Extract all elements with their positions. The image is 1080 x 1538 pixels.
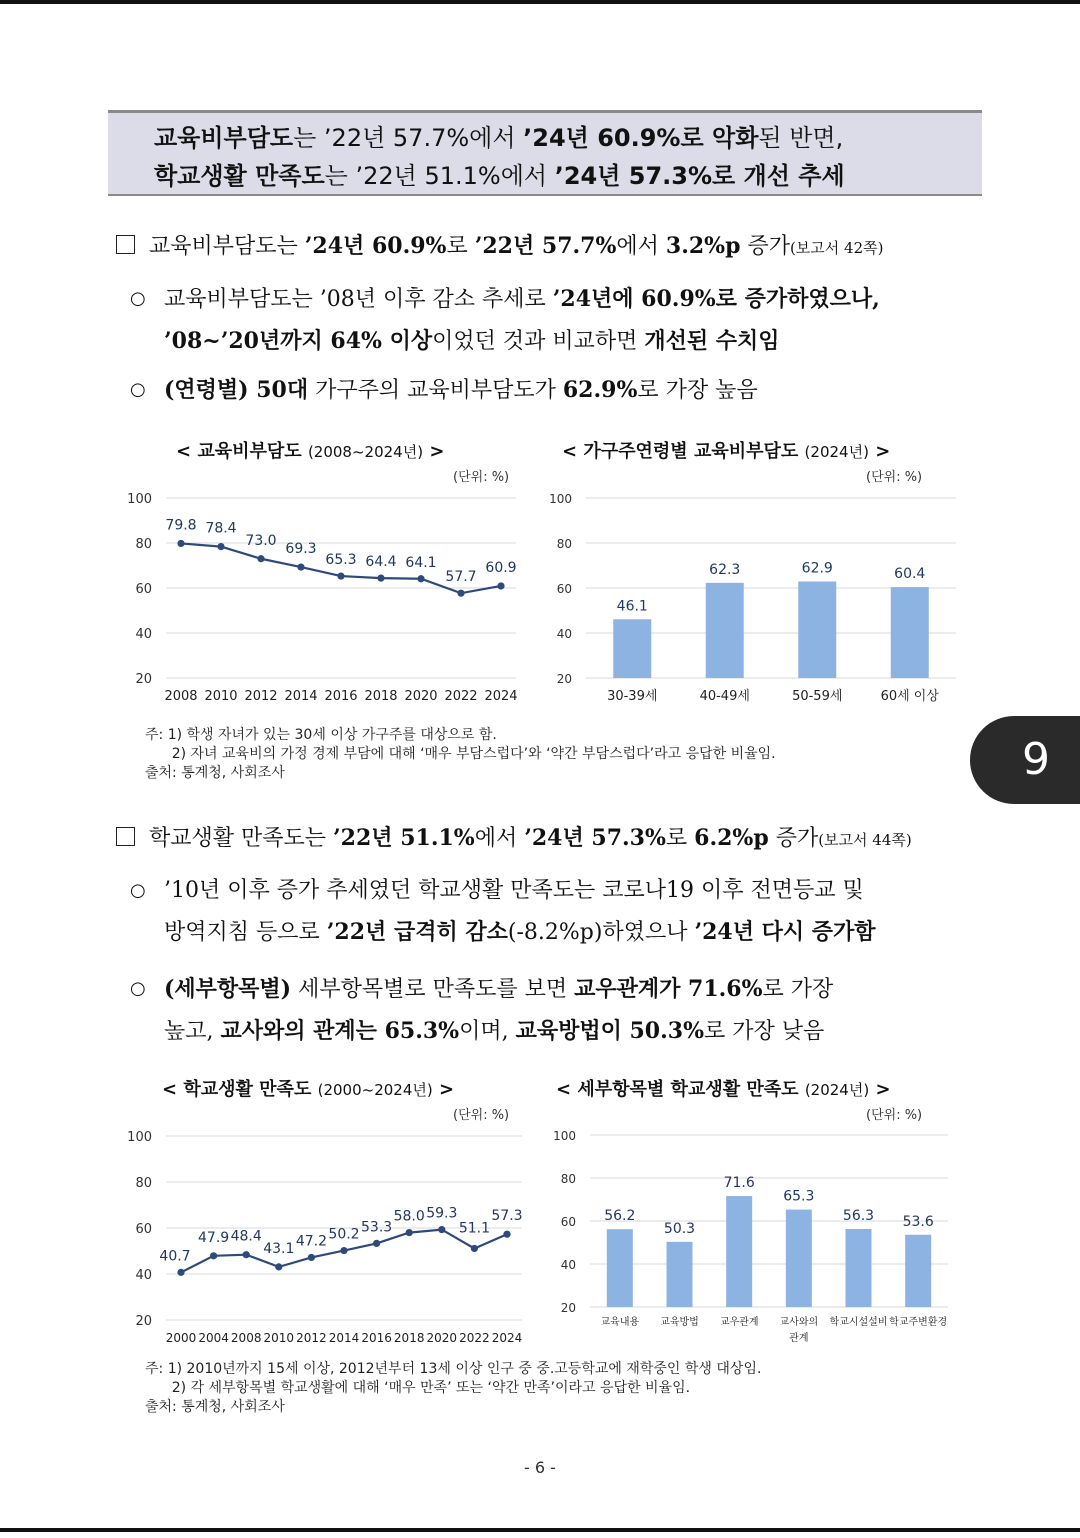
text-run: 로 가장 높음 [637, 378, 758, 403]
circle-bullet-icon: ○ [130, 379, 146, 400]
section2-bullet-1-line-2 [164, 917, 876, 948]
data-label: 73.0 [245, 532, 277, 549]
data-point [373, 1240, 380, 1247]
x-tick-label: 2014 [328, 1331, 360, 1345]
data-label: 64.4 [365, 554, 397, 571]
y-tick-label: 80 [556, 537, 572, 551]
text-run: ’24년에 60.9%로 증가하였으나, [552, 286, 880, 312]
data-label: 57.3 [491, 1208, 523, 1225]
x-tick-label: 2022 [444, 689, 478, 704]
data-point [210, 1252, 217, 1259]
data-label: 46.1 [616, 598, 648, 615]
section1-bullet-1-line-1 [164, 284, 880, 315]
x-tick-label: 2010 [204, 689, 238, 704]
chart-1-unit: (단위: %) [453, 470, 510, 485]
section1-bullet-1-line-2 [164, 326, 880, 357]
bar [613, 619, 651, 678]
notes-1 [145, 726, 776, 783]
data-point [308, 1254, 315, 1261]
data-point [438, 1226, 445, 1233]
x-tick-label: 2008 [164, 689, 198, 704]
checkbox-square-icon [116, 235, 135, 254]
data-label: 78.4 [205, 520, 237, 537]
text-run: ’24년 60.9%로 악화 [523, 124, 759, 152]
x-tick-label: 2016 [361, 1331, 392, 1345]
text-run: 는 ’22년 57.7%에서 [293, 124, 524, 152]
data-point [457, 590, 464, 597]
top-border [0, 0, 1080, 4]
chart-3-title: < 학교생활 만족도 (2000~2024년) > [162, 1079, 455, 1100]
y-tick-label: 40 [135, 627, 152, 642]
data-point [497, 582, 504, 589]
x-tick-label: 2018 [364, 689, 398, 704]
data-point [417, 575, 424, 582]
x-tick-label: 2014 [284, 689, 318, 704]
text-run: 가구주의 교육비부담도가 [308, 378, 563, 403]
data-label: 47.9 [198, 1229, 230, 1246]
text-run: (-8.2%p)하였으나 [507, 920, 695, 945]
section2-heading [116, 823, 912, 855]
text-run: 3.2%p [665, 233, 741, 259]
circle-bullet-icon: ○ [130, 288, 146, 309]
text-run: 세부항목별로 만족도를 보면 [291, 977, 575, 1002]
text-run: 로 [665, 826, 695, 851]
x-category-label: 교사와의 [779, 1317, 819, 1328]
data-label: 65.3 [783, 1188, 815, 1205]
data-point [217, 543, 224, 550]
circle-bullet-icon: ○ [130, 880, 146, 901]
summary-line-1 [154, 119, 982, 157]
bar [667, 1242, 693, 1307]
circle-bullet-icon: ○ [130, 978, 146, 999]
data-label: 60.9 [485, 559, 517, 576]
section2-bullet-2-line-1 [164, 974, 833, 1005]
x-tick-label: 2008 [230, 1331, 262, 1345]
x-tick-label: 2010 [263, 1331, 295, 1345]
text-run: 개선된 수치임 [644, 328, 780, 354]
text-run: 6.2%p [694, 825, 769, 851]
section2-bullet-1-line-1 [164, 876, 876, 906]
y-tick-label: 100 [127, 492, 152, 507]
data-point [257, 555, 264, 562]
data-point [275, 1263, 282, 1270]
text-run: 방역지침 등으로 [164, 920, 327, 945]
checkbox-square-icon [116, 827, 135, 846]
x-category-label: 50-59세 [792, 689, 843, 704]
x-category-label: 60세 이상 [880, 689, 939, 704]
text-run: 62.9% [562, 377, 638, 403]
chart-satisfaction-by-item [548, 1123, 968, 1353]
data-label: 56.3 [842, 1207, 875, 1224]
bar [846, 1229, 872, 1307]
data-label: 53.6 [902, 1213, 934, 1230]
chart-4-unit: (단위: %) [866, 1108, 923, 1123]
y-tick-label: 20 [560, 1301, 576, 1315]
data-point [337, 572, 344, 579]
x-tick-label: 2022 [459, 1331, 490, 1345]
note-2-2: 2) 각 세부항목별 학교생활에 대해 ‘매우 만족’ 또는 ‘약간 만족’이라고 응답한 비율임. [145, 1380, 691, 1396]
note-2-source: 출처: 통계청, 사회조사 [145, 1399, 285, 1415]
section1-heading-text [149, 234, 883, 259]
text-run: 에서 [616, 234, 666, 259]
text-run: ’10년 이후 증가 추세였던 학교생활 만족도는 코로나19 이후 전면등교 및 [164, 878, 864, 903]
chapter-tab: 9 [970, 716, 1080, 804]
text-run: ’08~’20년까지 64% 이상 [164, 328, 433, 354]
text-run: 학교생활 만족도 [154, 162, 325, 190]
data-point [377, 575, 384, 582]
note-1-2: 2) 자녀 교육비의 가정 경제 부담에 대해 ‘매우 부담스럽다’와 ‘약간 부담스럽다’라고 응답한 비율임. [145, 746, 776, 762]
x-tick-label: 2000 [165, 1331, 197, 1345]
data-label: 69.3 [285, 541, 317, 558]
text-run: (보고서 42쪽) [789, 239, 884, 257]
data-label: 56.2 [604, 1208, 636, 1225]
bar [891, 587, 929, 678]
data-label: 62.3 [709, 561, 741, 578]
text-run: (연령별) 50대 [164, 377, 309, 403]
text-run: ’22년 57.7% [474, 233, 617, 259]
y-tick-label: 60 [556, 582, 572, 596]
text-run: 로 [446, 234, 475, 259]
note-2-1: 주: 1) 2010년까지 15세 이상, 2012년부터 13세 이상 인구 중 중.고등학교에 재학중인 학생 대상임. [145, 1361, 762, 1377]
x-category-label: 30-39세 [607, 689, 658, 704]
text-run: 된 반면, [758, 124, 844, 152]
y-tick-label: 20 [135, 1314, 152, 1329]
y-tick-label: 20 [135, 672, 152, 687]
text-run: 교육비부담도는 [149, 234, 305, 259]
bar [798, 581, 836, 678]
y-tick-label: 40 [560, 1258, 576, 1272]
text-run: 증가 [740, 234, 790, 259]
text-run: 로 가장 [762, 977, 834, 1002]
data-label: 40.7 [159, 1248, 191, 1265]
data-point [177, 1269, 184, 1276]
bar [607, 1229, 633, 1307]
section1-bullet-1 [130, 284, 880, 357]
section1-bullet-2-text [164, 375, 758, 406]
text-run: ’24년 57.3%로 개선 추세 [554, 162, 845, 190]
bottom-border [0, 1528, 1080, 1532]
note-1-1: 주: 1) 학생 자녀가 있는 30세 이상 가구주를 대상으로 함. [145, 727, 497, 743]
data-label: 58.0 [393, 1208, 425, 1225]
chart-4-title: < 세부항목별 학교생활 만족도 (2024년) > [556, 1079, 891, 1100]
summary-box [108, 110, 982, 196]
page-number: - 6 - [524, 1458, 556, 1477]
y-tick-label: 60 [135, 1222, 152, 1237]
y-tick-label: 100 [127, 1130, 152, 1145]
data-label: 71.6 [723, 1175, 755, 1192]
data-label: 50.3 [663, 1220, 696, 1237]
text-run: (보고서 44쪽) [818, 831, 912, 849]
x-category-label: 관계 [789, 1333, 809, 1344]
text-run: ’22년 급격히 감소 [326, 919, 508, 945]
y-tick-label: 60 [560, 1215, 576, 1229]
text-run: 증가 [768, 826, 819, 851]
section1-bullet-2 [130, 375, 758, 406]
y-tick-label: 60 [135, 582, 152, 597]
x-category-label: 40-49세 [699, 689, 750, 704]
text-run: 높고, [164, 1019, 221, 1044]
data-label: 79.8 [165, 517, 197, 534]
chart-3-unit: (단위: %) [453, 1108, 510, 1123]
data-label: 43.1 [263, 1240, 295, 1257]
text-run: 는 ’22년 51.1%에서 [324, 162, 555, 190]
text-run: 학교생활 만족도는 [149, 826, 334, 851]
data-label: 50.2 [328, 1226, 360, 1243]
text-run: ’24년 다시 증가함 [694, 919, 876, 945]
y-tick-label: 100 [553, 1129, 576, 1143]
summary-line-2 [154, 157, 982, 195]
data-point [406, 1229, 413, 1236]
text-run: ’24년 57.3% [524, 825, 666, 851]
x-category-label: 학교주변환경 [889, 1317, 948, 1328]
chart-school-life-satisfaction [120, 1123, 535, 1353]
text-run: 이었던 것과 비교하면 [432, 329, 645, 354]
x-tick-label: 2012 [244, 689, 278, 704]
section1-heading [116, 231, 883, 263]
x-tick-label: 2020 [426, 1331, 458, 1345]
text-run: ’22년 51.1% [333, 825, 475, 851]
data-point [340, 1247, 347, 1254]
text-run: 에서 [474, 826, 525, 851]
data-label: 47.2 [295, 1233, 327, 1250]
chart-burden-by-age [548, 485, 963, 715]
x-tick-label: 2020 [404, 689, 438, 704]
y-tick-label: 40 [135, 1268, 152, 1283]
text-run: 이며, [459, 1019, 516, 1044]
data-point [177, 540, 184, 547]
data-point [503, 1231, 510, 1238]
data-label: 62.9 [801, 560, 833, 577]
data-label: 51.1 [458, 1220, 490, 1237]
bar [726, 1196, 752, 1307]
y-tick-label: 40 [556, 627, 572, 641]
bar [706, 583, 744, 678]
note-1-source: 출처: 통계청, 사회조사 [145, 765, 285, 781]
data-label: 64.1 [405, 554, 437, 571]
x-category-label: 교육내용 [600, 1317, 640, 1328]
y-tick-label: 80 [560, 1172, 576, 1186]
data-point [243, 1251, 250, 1258]
x-tick-label: 2024 [491, 1331, 523, 1345]
text-run: (세부항목별) [164, 976, 292, 1002]
text-run: 로 가장 낮음 [703, 1019, 825, 1044]
text-run: 교사와의 관계는 65.3% [220, 1018, 460, 1044]
section2-bullet-2 [130, 974, 834, 1047]
y-tick-label: 80 [135, 537, 152, 552]
x-tick-label: 2016 [324, 689, 358, 704]
x-tick-label: 2004 [198, 1331, 229, 1345]
text-run: 교육비부담도 [154, 124, 294, 152]
text-run: 교육방법이 50.3% [515, 1018, 704, 1044]
x-tick-label: 2018 [393, 1331, 425, 1345]
bar [786, 1210, 812, 1307]
y-tick-label: 100 [549, 492, 572, 506]
data-label: 53.3 [361, 1219, 393, 1236]
data-label: 57.7 [445, 569, 477, 586]
data-label: 65.3 [325, 552, 357, 569]
chart-1-title: < 교육비부담도 (2008~2024년) > [176, 441, 445, 462]
x-category-label: 교우관계 [719, 1317, 759, 1328]
section2-bullet-2-line-2 [164, 1016, 833, 1047]
x-tick-label: 2024 [484, 689, 518, 704]
y-tick-label: 80 [135, 1176, 152, 1191]
chart-2-title: < 가구주연령별 교육비부담도 (2024년) > [562, 441, 891, 462]
section2-bullet-1 [130, 876, 876, 948]
x-category-label: 교육방법 [660, 1317, 699, 1328]
text-run: ’24년 60.9% [304, 233, 447, 259]
text-run: 교우관계가 71.6% [574, 976, 763, 1002]
x-tick-label: 2012 [296, 1331, 327, 1345]
data-label: 59.3 [426, 1205, 458, 1222]
chart-2-unit: (단위: %) [866, 470, 923, 485]
x-category-label: 학교시설설비 [829, 1317, 888, 1328]
notes-2 [145, 1360, 761, 1417]
data-label: 60.4 [894, 566, 926, 583]
data-point [471, 1245, 478, 1252]
text-run: 교육비부담도는 ’08년 이후 감소 추세로 [164, 287, 553, 312]
bar [905, 1235, 931, 1307]
data-label: 48.4 [230, 1228, 262, 1245]
chart-education-cost-burden [120, 485, 530, 715]
data-point [297, 563, 304, 570]
y-tick-label: 20 [556, 672, 572, 686]
section2-heading-text [149, 826, 912, 851]
